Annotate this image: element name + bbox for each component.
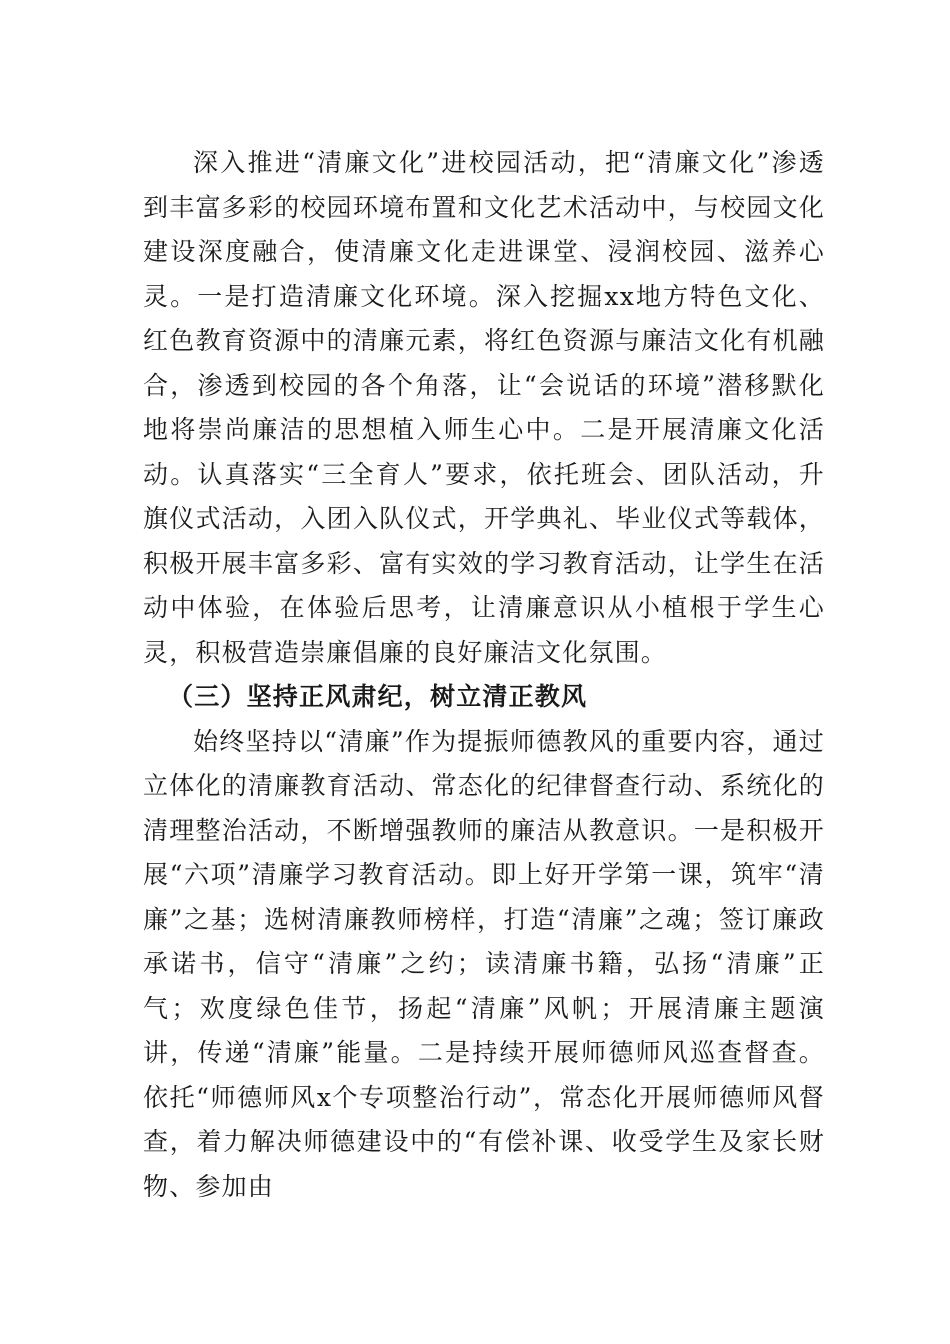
- paragraph-campus-culture: 深入推进“清廉文化”进校园活动，把“清廉文化”渗透到丰富多彩的校园环境布置和文化艺术活动中，与校园文化建设深度融合，使清廉文化走进课堂、浸润校园、滋养心灵。一是打造清廉文化环境。深入挖掘xx地方特色文化、红色教育资源中的清廉元素，将红色资源与廉洁文化有机融合，渗透到校园的各个角落，让“会说话的环境”潜移默化地将崇尚廉洁的思想植入师生心中。二是开展清廉文化活动。认真落实“三全育人”要求，依托班会、团队活动，升旗仪式活动，入团入队仪式，开学典礼、毕业仪式等载体，积极开展丰富多彩、富有实效的学习教育活动，让学生在活动中体验，在体验后思考，让清廉意识从小植根于学生心灵，积极营造崇廉倡廉的良好廉洁文化氛围。: [143, 148, 825, 667]
- document-body: [143, 141, 825, 1209]
- section-heading-three: （三）坚持正风肃纪，树立清正教风: [168, 682, 588, 711]
- paragraph-teaching-conduct: 始终坚持以“清廉”作为提振师德教风的重要内容，通过立体化的清廉教育活动、常态化的纪律督查行动、系统化的清理整治活动，不断增强教师的廉洁从教意识。一是积极开展“六项”清廉学习教育活动。即上好开学第一课，筑牢“清廉”之基；选树清廉教师榜样，打造“清廉”之魂；签订廉政承诺书，信守“清廉”之约；读清廉书籍，弘扬“清廉”正气；欢度绿色佳节，扬起“清廉”风帆；开展清廉主题演讲，传递“清廉”能量。二是持续开展师德师风巡查督查。依托“师德师风x个专项整治行动”，常态化开展师德师风督查，着力解决师德建设中的“有偿补课、收受学生及家长财物、参加由: [143, 726, 825, 1201]
